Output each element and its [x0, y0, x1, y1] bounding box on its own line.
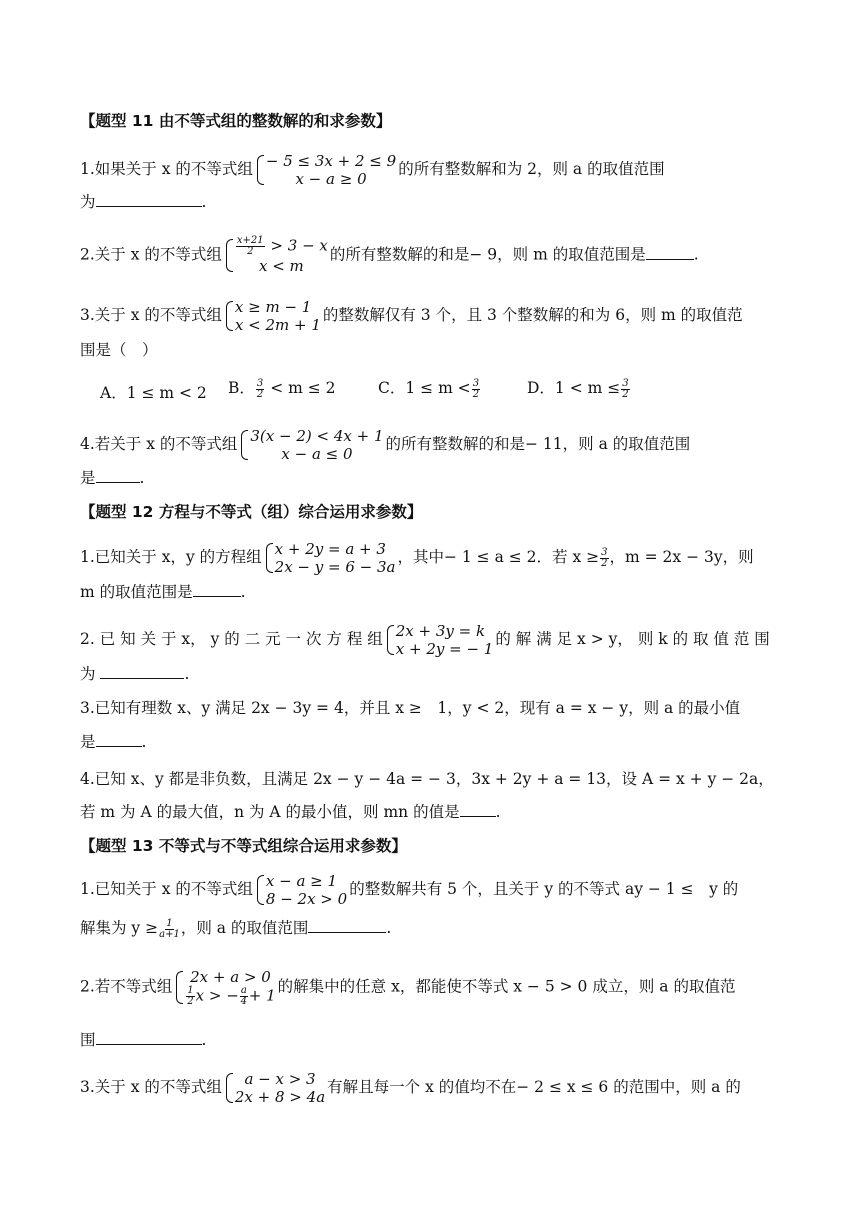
- answer-blank[interactable]: [96, 468, 140, 483]
- s13-question-2: 2.若不等式组 2x + a > 0 $\frac{1}{2}$ x > − $\frac{a}{4}$ + 1 的解集中的任意 x，都能使不等式 x − 5 > 0 成立，则 a 的取值范: [80, 968, 736, 1007]
- s13-q3-system: a − x > 3 2x + 8 > 4a: [224, 1070, 325, 1106]
- s12-question-2: 2. 已 知 关 于 x， y 的 二 元 一 次 方 程 组 2x + 3y = k x + 2y = − 1 的 解 满 足 x > y， 则 k 的 取 值 范 围: [80, 622, 770, 658]
- s13-q1-system: x − a ≥ 1 8 − 2x > 0: [255, 872, 347, 908]
- s12-q1-system: x + 2y = a + 3 2x − y = 6 − 3a: [264, 540, 396, 576]
- s11-q4-system: 3(x − 2) < 4x + 1 x − a ≤ 0: [239, 427, 383, 463]
- answer-blank[interactable]: [100, 664, 184, 679]
- s12-question-1: 1.已知关于 x，y 的方程组 x + 2y = a + 3 2x − y = 6 − 3a ，其中− 1 ≤ a ≤ 2．若 x ≥ $\frac{3}{2}$ ，m = 2x − 3y，则: [80, 540, 754, 576]
- option-c[interactable]: C．1 ≤ m < $\frac{3}{2}$: [378, 377, 480, 400]
- s11-q1-system: − 5 ≤ 3x + 2 ≤ 9 x − a ≥ 0: [255, 152, 396, 188]
- s12-question-1-cont: m 的取值范围是 .: [80, 583, 246, 601]
- section-12-heading: 【题型 12 方程与不等式（组）综合运用求参数】: [80, 503, 423, 521]
- option-b[interactable]: B． $\frac{3}{2}$ < m ≤ 2: [228, 377, 336, 400]
- s11-question-2: 2.关于 x 的不等式组 $\frac{x+21}{2}$ > 3 − x x < m 的所有整数解的和是− 9，则 m 的取值范围是 .: [80, 235, 699, 275]
- s13-question-1-cont: 解集为 y ≥ $\frac{1}{a+1}$ ，则 a 的取值范围 .: [80, 917, 392, 940]
- s11-q2-system: $\frac{x+21}{2}$ > 3 − x x < m: [224, 236, 328, 275]
- s11-question-3: 3.关于 x 的不等式组 x ≥ m − 1 x < 2m + 1 的整数解仅有 3 个，且 3 个整数解的和为 6，则 m 的取值范: [80, 298, 743, 334]
- s12-question-3-cont: 是 .: [80, 733, 147, 751]
- s11-q3-system: x ≥ m − 1 x < 2m + 1: [224, 298, 321, 334]
- s12-question-4-cont: 若 m 为 A 的最大值，n 为 A 的最小值，则 mn 的值是 .: [80, 803, 501, 821]
- s11-question-4: 4.若关于 x 的不等式组 3(x − 2) < 4x + 1 x − a ≤ 0 的所有整数解的和是− 11，则 a 的取值范围: [80, 427, 691, 463]
- s12-question-3: 3.已知有理数 x、y 满足 2x − 3y = 4，并且 x ≥ 1，y < 2，现有 a = x − y，则 a 的最小值: [80, 699, 741, 717]
- s13-q2-system: 2x + a > 0 $\frac{1}{2}$ x > − $\frac{a}{4}$ + 1: [174, 968, 275, 1007]
- section-13-heading: 【题型 13 不等式与不等式组综合运用求参数】: [80, 837, 407, 855]
- answer-blank[interactable]: [96, 192, 202, 207]
- s11-question-4-cont: 是 .: [80, 469, 145, 487]
- answer-blank[interactable]: [308, 918, 386, 933]
- s13-question-2-cont: 围 .: [80, 1031, 207, 1049]
- s11-question-1: 1.如果关于 x 的不等式组 − 5 ≤ 3x + 2 ≤ 9 x − a ≥ 0 的所有整数解和为 2，则 a 的取值范围: [80, 152, 665, 188]
- s12-question-4: 4.已知 x、y 都是非负数，且满足 2x − y − 4a = − 3，3x + 2y + a = 13，设 A = x + y − 2a，: [80, 770, 774, 788]
- answer-blank[interactable]: [96, 732, 142, 747]
- answer-blank[interactable]: [193, 582, 241, 597]
- answer-blank[interactable]: [96, 1030, 202, 1045]
- s13-question-3: 3.关于 x 的不等式组 a − x > 3 2x + 8 > 4a 有解且每一个 x 的值均不在− 2 ≤ x ≤ 6 的范围中，则 a 的: [80, 1070, 741, 1106]
- s13-question-1: 1.已知关于 x 的不等式组 x − a ≥ 1 8 − 2x > 0 的整数解共有 5 个，且关于 y 的不等式 ay − 1 ≤ y 的: [80, 872, 739, 908]
- s12-q2-system: 2x + 3y = k x + 2y = − 1: [385, 622, 494, 658]
- answer-blank[interactable]: [460, 802, 496, 817]
- section-11-heading: 【题型 11 由不等式组的整数解的和求参数】: [80, 112, 392, 130]
- s11-question-3-cont: 围是（ ）: [80, 341, 158, 359]
- answer-blank[interactable]: [646, 245, 694, 260]
- s11-question-1-cont: 为 .: [80, 193, 207, 211]
- s12-question-2-cont: 为 .: [80, 665, 190, 683]
- option-a[interactable]: A．1 ≤ m < 2: [100, 384, 207, 402]
- option-d[interactable]: D．1 < m ≤ $\frac{3}{2}$: [527, 377, 629, 400]
